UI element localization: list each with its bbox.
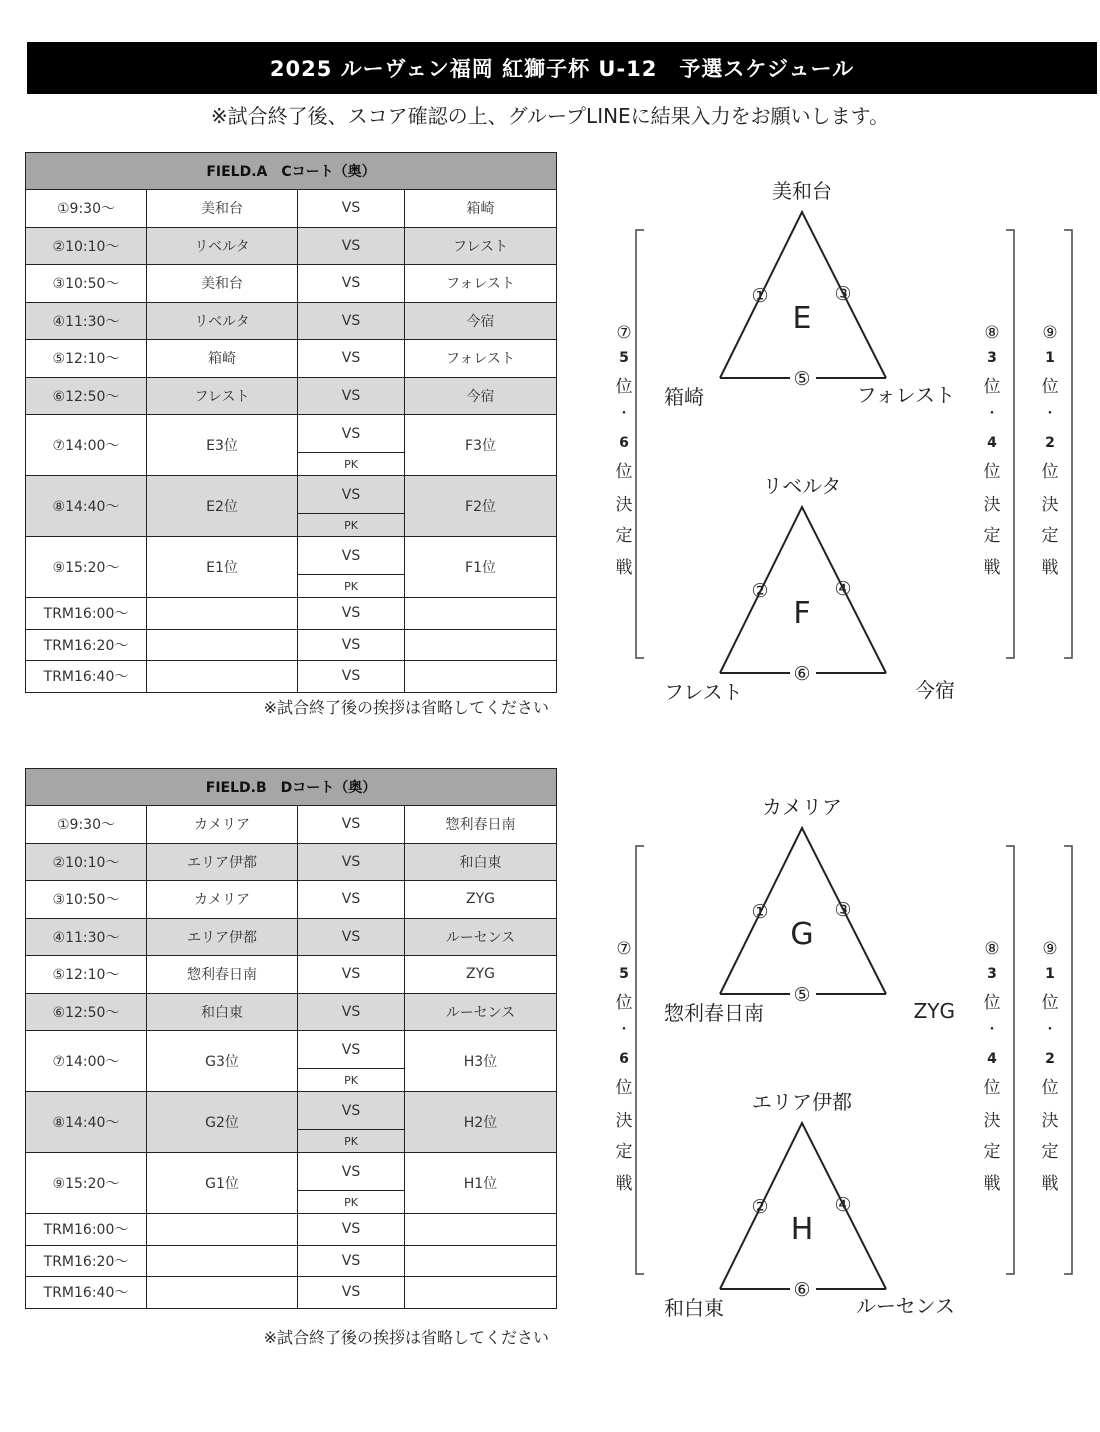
placement-bracket-1-2-char: 位 <box>1041 462 1059 482</box>
group-right-team: 今宿 <box>915 678 955 702</box>
away-team <box>405 629 557 661</box>
home-team: E1位 <box>147 537 298 598</box>
home-team: リベルタ <box>147 227 298 265</box>
placement-bracket-3-4-char: 戦 <box>983 558 1001 578</box>
placement-bracket-5-6-char: 6 <box>619 435 629 451</box>
placement-bracket-1-2-char: 戦 <box>1041 558 1059 578</box>
placement-bracket-1-2-line <box>1064 846 1072 1274</box>
match-row <box>26 190 557 228</box>
match-time: ④11:30〜 <box>26 918 147 956</box>
match-row <box>26 629 557 661</box>
match-time: ⑧14:40〜 <box>26 1092 147 1153</box>
vs-label: VS <box>298 476 405 514</box>
placement-bracket-5-6-char: 定 <box>615 526 633 546</box>
away-team: フォレスト <box>405 340 557 378</box>
triangle-sides <box>720 507 886 673</box>
away-team <box>405 598 557 630</box>
placement-bracket-5-6-char: 位 <box>615 377 633 397</box>
home-team: G3位 <box>147 1031 298 1092</box>
match-time: TRM16:00〜 <box>26 1214 147 1246</box>
pk-label: PK <box>298 453 405 476</box>
placement-bracket-3-4-char: ・ <box>985 406 999 422</box>
triangle-sides <box>720 212 886 378</box>
placement-bracket-1-2-char: 1 <box>1045 966 1055 982</box>
group-letter: F <box>793 596 811 631</box>
home-team <box>147 598 298 630</box>
home-team: G1位 <box>147 1153 298 1214</box>
placement-bracket-3-4-char: 4 <box>987 1051 997 1067</box>
pk-label: PK <box>298 514 405 537</box>
away-team: ZYG <box>405 956 557 994</box>
match-row <box>26 1153 557 1191</box>
placement-bracket-3-4-char: 3 <box>987 966 997 982</box>
field-a-schedule-table <box>25 152 557 693</box>
match-time: ⑧14:40〜 <box>26 476 147 537</box>
home-team: E3位 <box>147 415 298 476</box>
placement-bracket-5-6-line <box>636 846 644 1274</box>
vs-label: VS <box>298 629 405 661</box>
placement-bracket-5-6-char: 5 <box>619 350 629 366</box>
away-team: ZYG <box>405 881 557 919</box>
vs-label: VS <box>298 415 405 453</box>
match-row <box>26 227 557 265</box>
away-team: 惣利春日南 <box>405 806 557 844</box>
group-top-team: エリア伊都 <box>752 1090 852 1114</box>
match-time: ⑦14:00〜 <box>26 1031 147 1092</box>
match-number-left: ② <box>751 580 769 602</box>
group-e <box>664 179 955 409</box>
match-time: ①9:30〜 <box>26 190 147 228</box>
away-team: F1位 <box>405 537 557 598</box>
home-team: E2位 <box>147 476 298 537</box>
placement-bracket-3-4-char: ⑧ <box>984 323 1000 343</box>
match-time: ④11:30〜 <box>26 302 147 340</box>
page-title: 2025 ルーヴェン福岡 紅獅子杯 U-12 予選スケジュール <box>269 57 855 81</box>
group-f <box>664 474 955 704</box>
vs-label: VS <box>298 1031 405 1069</box>
table-header-row <box>26 769 557 806</box>
field-a-footnote: ※試合終了後の挨拶は省略してください <box>263 698 549 717</box>
match-number-right: ④ <box>834 1194 852 1216</box>
match-row <box>26 1031 557 1069</box>
home-team: G2位 <box>147 1092 298 1153</box>
vs-label: VS <box>298 302 405 340</box>
match-row <box>26 598 557 630</box>
home-team: 美和台 <box>147 190 298 228</box>
pk-label: PK <box>298 1069 405 1092</box>
away-team: フレスト <box>405 227 557 265</box>
match-number-right: ④ <box>834 578 852 600</box>
home-team <box>147 629 298 661</box>
match-row <box>26 302 557 340</box>
away-team: H3位 <box>405 1031 557 1092</box>
placement-bracket-5-6-char: 6 <box>619 1051 629 1067</box>
placement-bracket-5-6-char: 決 <box>615 495 633 515</box>
placement-bracket-3-4-char: 位 <box>983 1078 1001 1098</box>
placement-bracket-1-2-char: ・ <box>1043 406 1057 422</box>
away-team <box>405 661 557 693</box>
placement-bracket-3-4-char: 定 <box>983 526 1001 546</box>
away-team <box>405 1245 557 1277</box>
match-number-bottom: ⑤ <box>793 984 811 1006</box>
vs-label: VS <box>298 806 405 844</box>
match-row <box>26 1245 557 1277</box>
placement-bracket-5-6-char: 位 <box>615 462 633 482</box>
placement-bracket-3-4-char: 戦 <box>983 1174 1001 1194</box>
away-team: H2位 <box>405 1092 557 1153</box>
match-number-bottom: ⑥ <box>793 1279 811 1301</box>
away-team: F2位 <box>405 476 557 537</box>
field-a-group-diagram <box>600 160 1100 720</box>
triangle-sides <box>720 1123 886 1289</box>
home-team <box>147 1214 298 1246</box>
vs-label: VS <box>298 881 405 919</box>
group-top-team: 美和台 <box>772 179 832 203</box>
away-team <box>405 1214 557 1246</box>
placement-bracket-5-6-char: 位 <box>615 993 633 1013</box>
vs-label: VS <box>298 661 405 693</box>
pk-label: PK <box>298 1191 405 1214</box>
away-team: F3位 <box>405 415 557 476</box>
placement-bracket-5-6-char: ・ <box>617 406 631 422</box>
home-team: 和白東 <box>147 993 298 1031</box>
group-letter: H <box>790 1212 814 1247</box>
field-b-group-diagram <box>600 776 1100 1336</box>
away-team: 箱崎 <box>405 190 557 228</box>
home-team <box>147 1245 298 1277</box>
vs-label: VS <box>298 956 405 994</box>
vs-label: VS <box>298 843 405 881</box>
vs-label: VS <box>298 227 405 265</box>
match-time: TRM16:40〜 <box>26 1277 147 1309</box>
match-time: TRM16:40〜 <box>26 661 147 693</box>
placement-bracket-5-6-char: 位 <box>615 1078 633 1098</box>
placement-bracket-1-2-char: 位 <box>1041 1078 1059 1098</box>
triangle-sides <box>720 828 886 994</box>
placement-bracket-1-2-char: 1 <box>1045 350 1055 366</box>
group-top-team: リベルタ <box>762 474 842 498</box>
group-top-team: カメリア <box>762 795 842 819</box>
match-time: ⑨15:20〜 <box>26 537 147 598</box>
placement-bracket-5-6-char: 戦 <box>615 558 633 578</box>
away-team: フォレスト <box>405 265 557 303</box>
home-team: カメリア <box>147 806 298 844</box>
placement-bracket-1-2-char: 2 <box>1045 1051 1055 1067</box>
placement-bracket-3-4-char: 位 <box>983 993 1001 1013</box>
match-time: ②10:10〜 <box>26 227 147 265</box>
group-left-team: 箱崎 <box>664 385 704 409</box>
placement-bracket-1-2-char: ・ <box>1043 1022 1057 1038</box>
placement-bracket-3-4-char: 3 <box>987 350 997 366</box>
group-right-team: フォレスト <box>856 383 955 407</box>
away-team: H1位 <box>405 1153 557 1214</box>
vs-label: VS <box>298 1245 405 1277</box>
home-team: カメリア <box>147 881 298 919</box>
match-number-bottom: ⑥ <box>793 663 811 685</box>
match-number-bottom: ⑤ <box>793 368 811 390</box>
vs-label: VS <box>298 598 405 630</box>
home-team: エリア伊都 <box>147 918 298 956</box>
match-time: TRM16:20〜 <box>26 1245 147 1277</box>
result-entry-notice: ※試合終了後、スコア確認の上、グループLINEに結果入力をお願いします。 <box>210 104 890 128</box>
match-time: ⑦14:00〜 <box>26 415 147 476</box>
placement-bracket-3-4-char: ・ <box>985 1022 999 1038</box>
match-row <box>26 340 557 378</box>
group-left-team: フレスト <box>664 680 743 704</box>
match-time: ⑥12:50〜 <box>26 377 147 415</box>
vs-label: VS <box>298 1277 405 1309</box>
match-number-right: ③ <box>834 899 852 921</box>
placement-bracket-3-4-char: 定 <box>983 1142 1001 1162</box>
table-header-row <box>26 153 557 190</box>
placement-bracket-3-4-char: 決 <box>983 1111 1001 1131</box>
vs-label: VS <box>298 1092 405 1130</box>
pk-label: PK <box>298 575 405 598</box>
group-left-team: 惣利春日南 <box>664 1001 764 1025</box>
match-time: TRM16:20〜 <box>26 629 147 661</box>
field-b-footnote: ※試合終了後の挨拶は省略してください <box>263 1328 549 1347</box>
placement-bracket-3-4-char: ⑧ <box>984 939 1000 959</box>
placement-bracket-1-2-char: 決 <box>1041 1111 1059 1131</box>
match-row <box>26 537 557 575</box>
match-time: ③10:50〜 <box>26 881 147 919</box>
match-row <box>26 661 557 693</box>
match-number-left: ① <box>751 901 769 923</box>
field-header: FIELD.A Cコート（奥） <box>26 153 557 190</box>
away-team: 和白東 <box>405 843 557 881</box>
placement-bracket-1-2-char: 位 <box>1041 377 1059 397</box>
match-number-left: ② <box>751 1196 769 1218</box>
home-team: リベルタ <box>147 302 298 340</box>
away-team: ルーセンス <box>405 993 557 1031</box>
vs-label: VS <box>298 1153 405 1191</box>
placement-bracket-3-4-line <box>1006 230 1014 658</box>
match-row <box>26 476 557 514</box>
match-time: ⑤12:10〜 <box>26 340 147 378</box>
placement-bracket-1-2-char: 戦 <box>1041 1174 1059 1194</box>
field-header: FIELD.B Dコート（奥） <box>26 769 557 806</box>
vs-label: VS <box>298 918 405 956</box>
group-letter: G <box>790 917 814 952</box>
vs-label: VS <box>298 340 405 378</box>
vs-label: VS <box>298 537 405 575</box>
vs-label: VS <box>298 190 405 228</box>
match-row <box>26 918 557 956</box>
match-row <box>26 1214 557 1246</box>
placement-bracket-5-6-char: 決 <box>615 1111 633 1131</box>
match-number-right: ③ <box>834 283 852 305</box>
away-team: ルーセンス <box>405 918 557 956</box>
match-row <box>26 1277 557 1309</box>
placement-bracket-5-6-line <box>636 230 644 658</box>
placement-bracket-3-4-char: 位 <box>983 377 1001 397</box>
match-row <box>26 993 557 1031</box>
vs-label: VS <box>298 377 405 415</box>
home-team: 美和台 <box>147 265 298 303</box>
match-time: ③10:50〜 <box>26 265 147 303</box>
match-time: ②10:10〜 <box>26 843 147 881</box>
group-g <box>664 795 955 1025</box>
match-row <box>26 377 557 415</box>
placement-bracket-5-6-char: ・ <box>617 1022 631 1038</box>
group-right-team: ルーセンス <box>856 1294 955 1318</box>
group-right-team: ZYG <box>913 999 955 1023</box>
placement-bracket-1-2-char: ⑨ <box>1042 939 1058 959</box>
match-time: ⑨15:20〜 <box>26 1153 147 1214</box>
match-row <box>26 881 557 919</box>
group-h <box>664 1090 955 1320</box>
match-row <box>26 265 557 303</box>
match-time: ①9:30〜 <box>26 806 147 844</box>
match-row <box>26 415 557 453</box>
home-team: エリア伊都 <box>147 843 298 881</box>
group-left-team: 和白東 <box>664 1296 724 1320</box>
placement-bracket-1-2-char: ⑨ <box>1042 323 1058 343</box>
placement-bracket-5-6-char: ⑦ <box>616 939 632 959</box>
placement-bracket-1-2-char: 決 <box>1041 495 1059 515</box>
home-team: フレスト <box>147 377 298 415</box>
home-team: 惣利春日南 <box>147 956 298 994</box>
placement-bracket-5-6-char: 5 <box>619 966 629 982</box>
placement-bracket-5-6-char: 戦 <box>615 1174 633 1194</box>
home-team: 箱崎 <box>147 340 298 378</box>
match-row <box>26 1092 557 1130</box>
match-row <box>26 956 557 994</box>
pk-label: PK <box>298 1130 405 1153</box>
vs-label: VS <box>298 265 405 303</box>
placement-bracket-1-2-char: 定 <box>1041 526 1059 546</box>
placement-bracket-1-2-char: 2 <box>1045 435 1055 451</box>
field-b-schedule-table <box>25 768 557 1309</box>
placement-bracket-3-4-char: 決 <box>983 495 1001 515</box>
match-row <box>26 843 557 881</box>
schedule-title-banner <box>27 42 1097 94</box>
placement-bracket-5-6-char: 定 <box>615 1142 633 1162</box>
match-time: TRM16:00〜 <box>26 598 147 630</box>
placement-bracket-1-2-char: 位 <box>1041 993 1059 1013</box>
home-team <box>147 661 298 693</box>
match-time: ⑤12:10〜 <box>26 956 147 994</box>
match-row <box>26 806 557 844</box>
home-team <box>147 1277 298 1309</box>
placement-bracket-1-2-char: 定 <box>1041 1142 1059 1162</box>
placement-bracket-3-4-line <box>1006 846 1014 1274</box>
placement-bracket-5-6-char: ⑦ <box>616 323 632 343</box>
group-letter: E <box>792 301 812 336</box>
match-time: ⑥12:50〜 <box>26 993 147 1031</box>
vs-label: VS <box>298 1214 405 1246</box>
placement-bracket-1-2-line <box>1064 230 1072 658</box>
placement-bracket-3-4-char: 位 <box>983 462 1001 482</box>
placement-bracket-3-4-char: 4 <box>987 435 997 451</box>
match-number-left: ① <box>751 285 769 307</box>
away-team: 今宿 <box>405 302 557 340</box>
away-team <box>405 1277 557 1309</box>
away-team: 今宿 <box>405 377 557 415</box>
vs-label: VS <box>298 993 405 1031</box>
